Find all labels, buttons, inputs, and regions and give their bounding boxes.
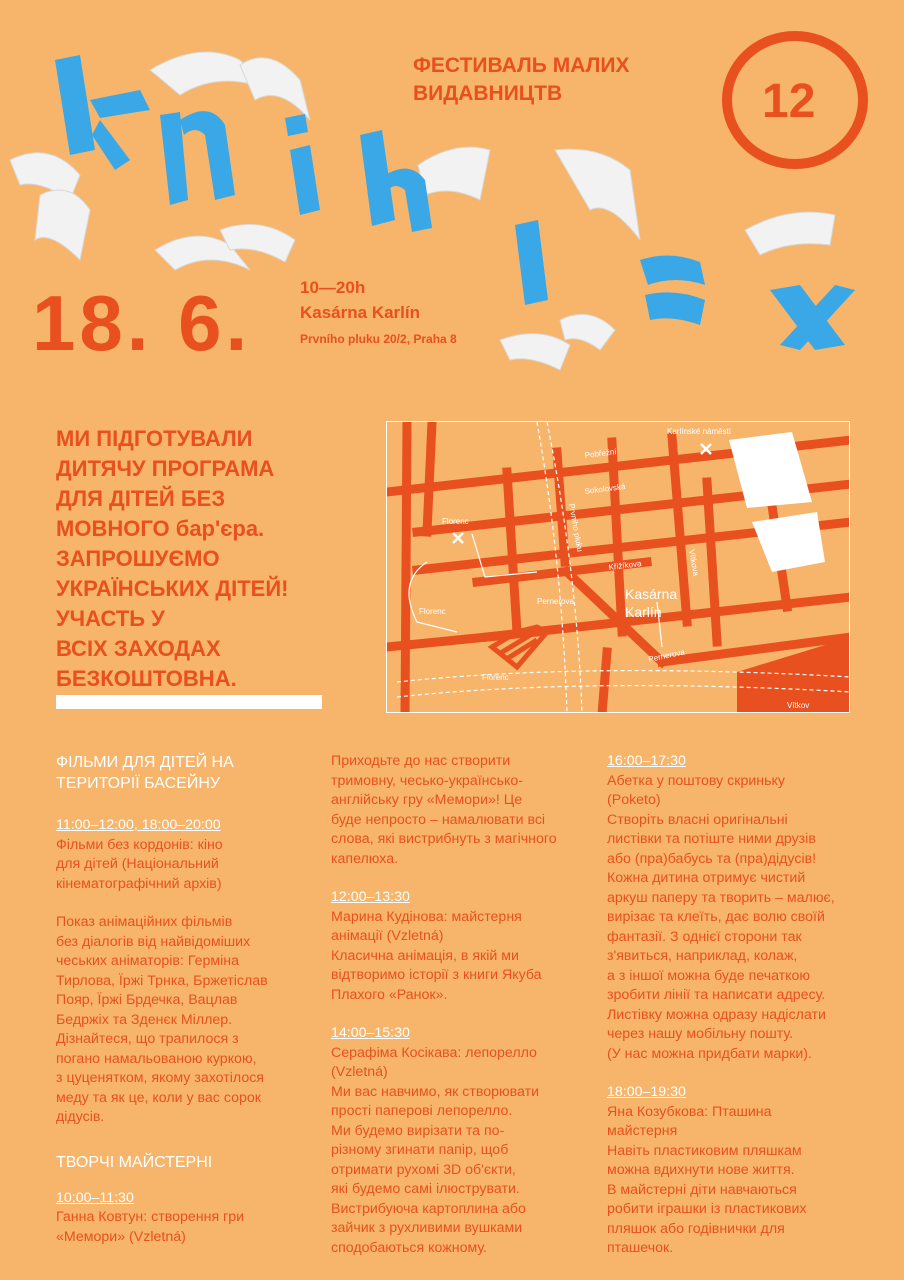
square-block-bottom <box>752 512 825 572</box>
time-slot: 14:00–15:30 <box>331 1025 410 1041</box>
event-line: Абетка у поштову скриньку <box>607 772 785 789</box>
event-line: чеських аніматорів: Герміна <box>56 953 239 969</box>
event-line: Ми будемо вирізати та по- <box>331 1122 505 1139</box>
event-line: без діалогів від найвідоміших <box>56 933 251 950</box>
time-slot: 12:00–13:30 <box>331 889 410 905</box>
map-label-square-line: Karlínské <box>749 478 783 487</box>
event-time: 10—20h <box>300 278 366 297</box>
event-line: зробити лінії та написати адресу. <box>607 987 826 1003</box>
paper-sheet-shape <box>35 190 90 260</box>
paper-sheet-shape <box>240 58 310 120</box>
event-line: аркуш паперу та творить – малює, <box>607 889 835 906</box>
section-title-line: ФІЛЬМИ ДЛЯ ДІТЕЙ НА <box>56 754 234 771</box>
event-line: через нашу мобільну пошту. <box>607 1026 794 1042</box>
paper-sheet-shape <box>500 334 570 370</box>
map-label-station: Florenc <box>419 607 446 616</box>
event-line: буде непросто – намалювати всі <box>331 811 546 828</box>
paper-sheet-shape <box>555 149 640 240</box>
map-label-square-line: náměstí <box>753 490 782 499</box>
event-line: з цуценятком, якому захотілося <box>56 1070 264 1086</box>
event-line: отримати рухомі 3D об'єкти, <box>331 1161 516 1178</box>
event-line: Вистрибуюча картоплина або <box>331 1200 526 1217</box>
event-line: а з іншої можна буде печаткою <box>607 967 811 984</box>
map-label-station: Florenc <box>482 673 509 682</box>
event-line: Кожна дитина отримує чистий <box>607 870 806 886</box>
event-line: листівки та потіште ними друзів <box>607 831 816 847</box>
event-line: Створіть власні оригінальні <box>607 811 788 828</box>
map-label-street: Křižíkova <box>608 559 642 572</box>
event-line: майстерня <box>607 1123 678 1139</box>
event-line: зайчик з рухливими вушками <box>331 1220 523 1236</box>
event-line: (Vzletná) <box>331 1064 388 1080</box>
map-label-area: Vítkov <box>787 701 810 710</box>
event-line: В майстерні діти навчаються <box>607 1181 797 1198</box>
map-label-square: Karlínské náměstí <box>667 427 732 436</box>
paper-sheet-shape <box>418 147 490 200</box>
event-line: англійську гру «Мемори»! Це <box>331 792 523 808</box>
event-line: погано намальованою куркою, <box>56 1050 257 1067</box>
section-title-line: ТЕРИТОРІЇ БАСЕЙНУ <box>56 775 221 792</box>
event-line: сподобаються кожному. <box>331 1239 487 1256</box>
logo-letter-n-shape <box>160 111 235 205</box>
white-divider-bar <box>56 695 322 709</box>
intro-line: БЕЗКОШТОВНА. <box>56 666 237 691</box>
event-line: або (пра)бабусь та (пра)дідусів! <box>607 850 817 867</box>
map-venue-label: Kasárna <box>625 586 678 602</box>
map-label-street: Sokolovská <box>584 482 626 496</box>
event-line: Ганна Ковтун: створення гри <box>56 1209 245 1225</box>
event-line: для дітей (Національний <box>56 856 219 872</box>
intro-line: ДИТЯЧУ ПРОГРАМА <box>56 456 275 481</box>
logo-letter-e-shape <box>640 255 705 325</box>
event-line: робити іграшки із пластикових <box>607 1201 807 1217</box>
map-venue-label: Karlín <box>625 604 662 620</box>
time-slot: 18:00–19:30 <box>607 1084 686 1100</box>
intro-line: МИ ПІДГОТУВАЛИ <box>56 426 253 451</box>
logo-letter-x-shape <box>770 285 855 350</box>
map-label-station: Florenc <box>442 517 469 526</box>
logo-letter-i-shape <box>285 114 320 215</box>
map-label-street: Vítkova <box>687 548 701 577</box>
logo-letter-i2-shape <box>515 220 548 305</box>
map-label-street: Pobřežní <box>584 447 618 460</box>
event-line: Ми вас навчимо, як створювати <box>331 1083 540 1100</box>
event-line: Серафіма Косікава: лепорелло <box>331 1044 537 1061</box>
festival-title-line: ФЕСТИВАЛЬ МАЛИХ <box>413 54 630 77</box>
event-line: прості паперові лепорелло. <box>331 1103 513 1119</box>
edition-number: 12 <box>762 75 816 128</box>
section-title <box>56 752 296 794</box>
event-address: Prvního pluku 20/2, Praha 8 <box>300 332 457 346</box>
map-label-street: Pernerova <box>537 597 574 606</box>
event-line: Класична анімація, в якій ми <box>331 947 519 964</box>
program-column-2 <box>331 752 571 1258</box>
event-line: з'явиться, наприклад, колаж, <box>607 948 798 964</box>
event-line: які будемо самі ілюструвати. <box>331 1181 520 1197</box>
event-line: «Мемори» (Vzletná) <box>56 1228 186 1245</box>
event-line: Фільми без кордонів: кіно <box>56 836 223 853</box>
event-line: меду та як це, коли у вас сорок <box>56 1089 261 1106</box>
time-slot: 10:00–11:30 <box>56 1189 134 1206</box>
festival-title <box>413 52 703 108</box>
event-line: відтворимо історії з книги Якуба <box>331 967 542 983</box>
event-line: Показ анімаційних фільмів <box>56 914 233 930</box>
intro-line: ЗАПРОШУЄМО <box>56 546 220 571</box>
intro-text <box>56 424 356 694</box>
intro-line: ДЛЯ ДІТЕЙ БЕЗ <box>56 486 226 511</box>
event-line: пляшок або годівнички для <box>607 1220 785 1237</box>
event-line: Яна Козубкова: Пташина <box>607 1103 772 1120</box>
event-venue: Kasárna Karlín <box>300 303 420 322</box>
event-line: (У нас можна придбати марки). <box>607 1045 812 1062</box>
event-line: Навіть пластиковим пляшкам <box>607 1142 802 1159</box>
section-title: ТВОРЧІ МАЙСТЕРНІ <box>56 1153 213 1171</box>
event-line: кінематографічний архів) <box>56 875 222 892</box>
program-column-1 <box>56 752 296 1247</box>
event-line: анімації (Vzletná) <box>331 928 444 944</box>
logo-letter-k-shape <box>55 55 150 170</box>
event-line: капелюха. <box>331 850 399 867</box>
intro-line: ВСІХ ЗАХОДАХ <box>56 636 221 661</box>
event-line: Плахого «Ранок». <box>331 986 448 1003</box>
event-line: вирізає та клеїть, дає волю своїй <box>607 909 825 925</box>
logo-letter-h-shape <box>360 130 432 232</box>
map-graphic <box>387 422 850 713</box>
event-line: Дізнайтеся, що трапилося з <box>56 1031 239 1047</box>
festival-title-line: ВИДАВНИЦТВ <box>413 82 563 105</box>
event-line: дідусів. <box>56 1109 105 1125</box>
event-line: Пояр, Їржі Брдечка, Вацлав <box>56 992 238 1008</box>
intro-line: УЧАСТЬ У <box>56 606 165 631</box>
event-line: (Poketo) <box>607 792 661 808</box>
map-label-street: Pernerova <box>647 647 686 664</box>
map-label-street: Prvního pluku <box>567 502 585 553</box>
event-line: Приходьте до нас створити <box>331 753 511 769</box>
event-line: Листівку можна одразу надіслати <box>607 1006 826 1023</box>
event-line: можна вдихнути нове життя. <box>607 1162 795 1178</box>
event-line: тримовну, чесько-українсько- <box>331 772 523 789</box>
intro-line: УКРАЇНСЬКИХ ДІТЕЙ! <box>56 576 289 601</box>
time-slot: 11:00–12:00, 18:00–20:00 <box>56 817 221 833</box>
event-line: фантазії. З однієї сторони так <box>607 928 802 945</box>
intro-line: МОВНОГО бар'єра. <box>56 516 265 541</box>
event-line: Тирлова, Їржі Трнка, Бржетіслав <box>56 972 268 989</box>
event-line: Марина Кудінова: майстерня <box>331 908 522 925</box>
location-map[interactable] <box>386 421 850 713</box>
event-line: Бедржіх та Зденєк Міллер. <box>56 1011 233 1028</box>
event-line: пташечок. <box>607 1240 674 1256</box>
event-line: слова, які вистрибнуть з магічного <box>331 831 557 847</box>
event-line: різному згинати папір, щоб <box>331 1142 509 1158</box>
event-date: 18. 6. <box>32 279 252 367</box>
time-slot: 16:00–17:30 <box>607 753 686 769</box>
paper-sheet-shape <box>745 212 835 255</box>
program-column-3 <box>607 752 857 1259</box>
